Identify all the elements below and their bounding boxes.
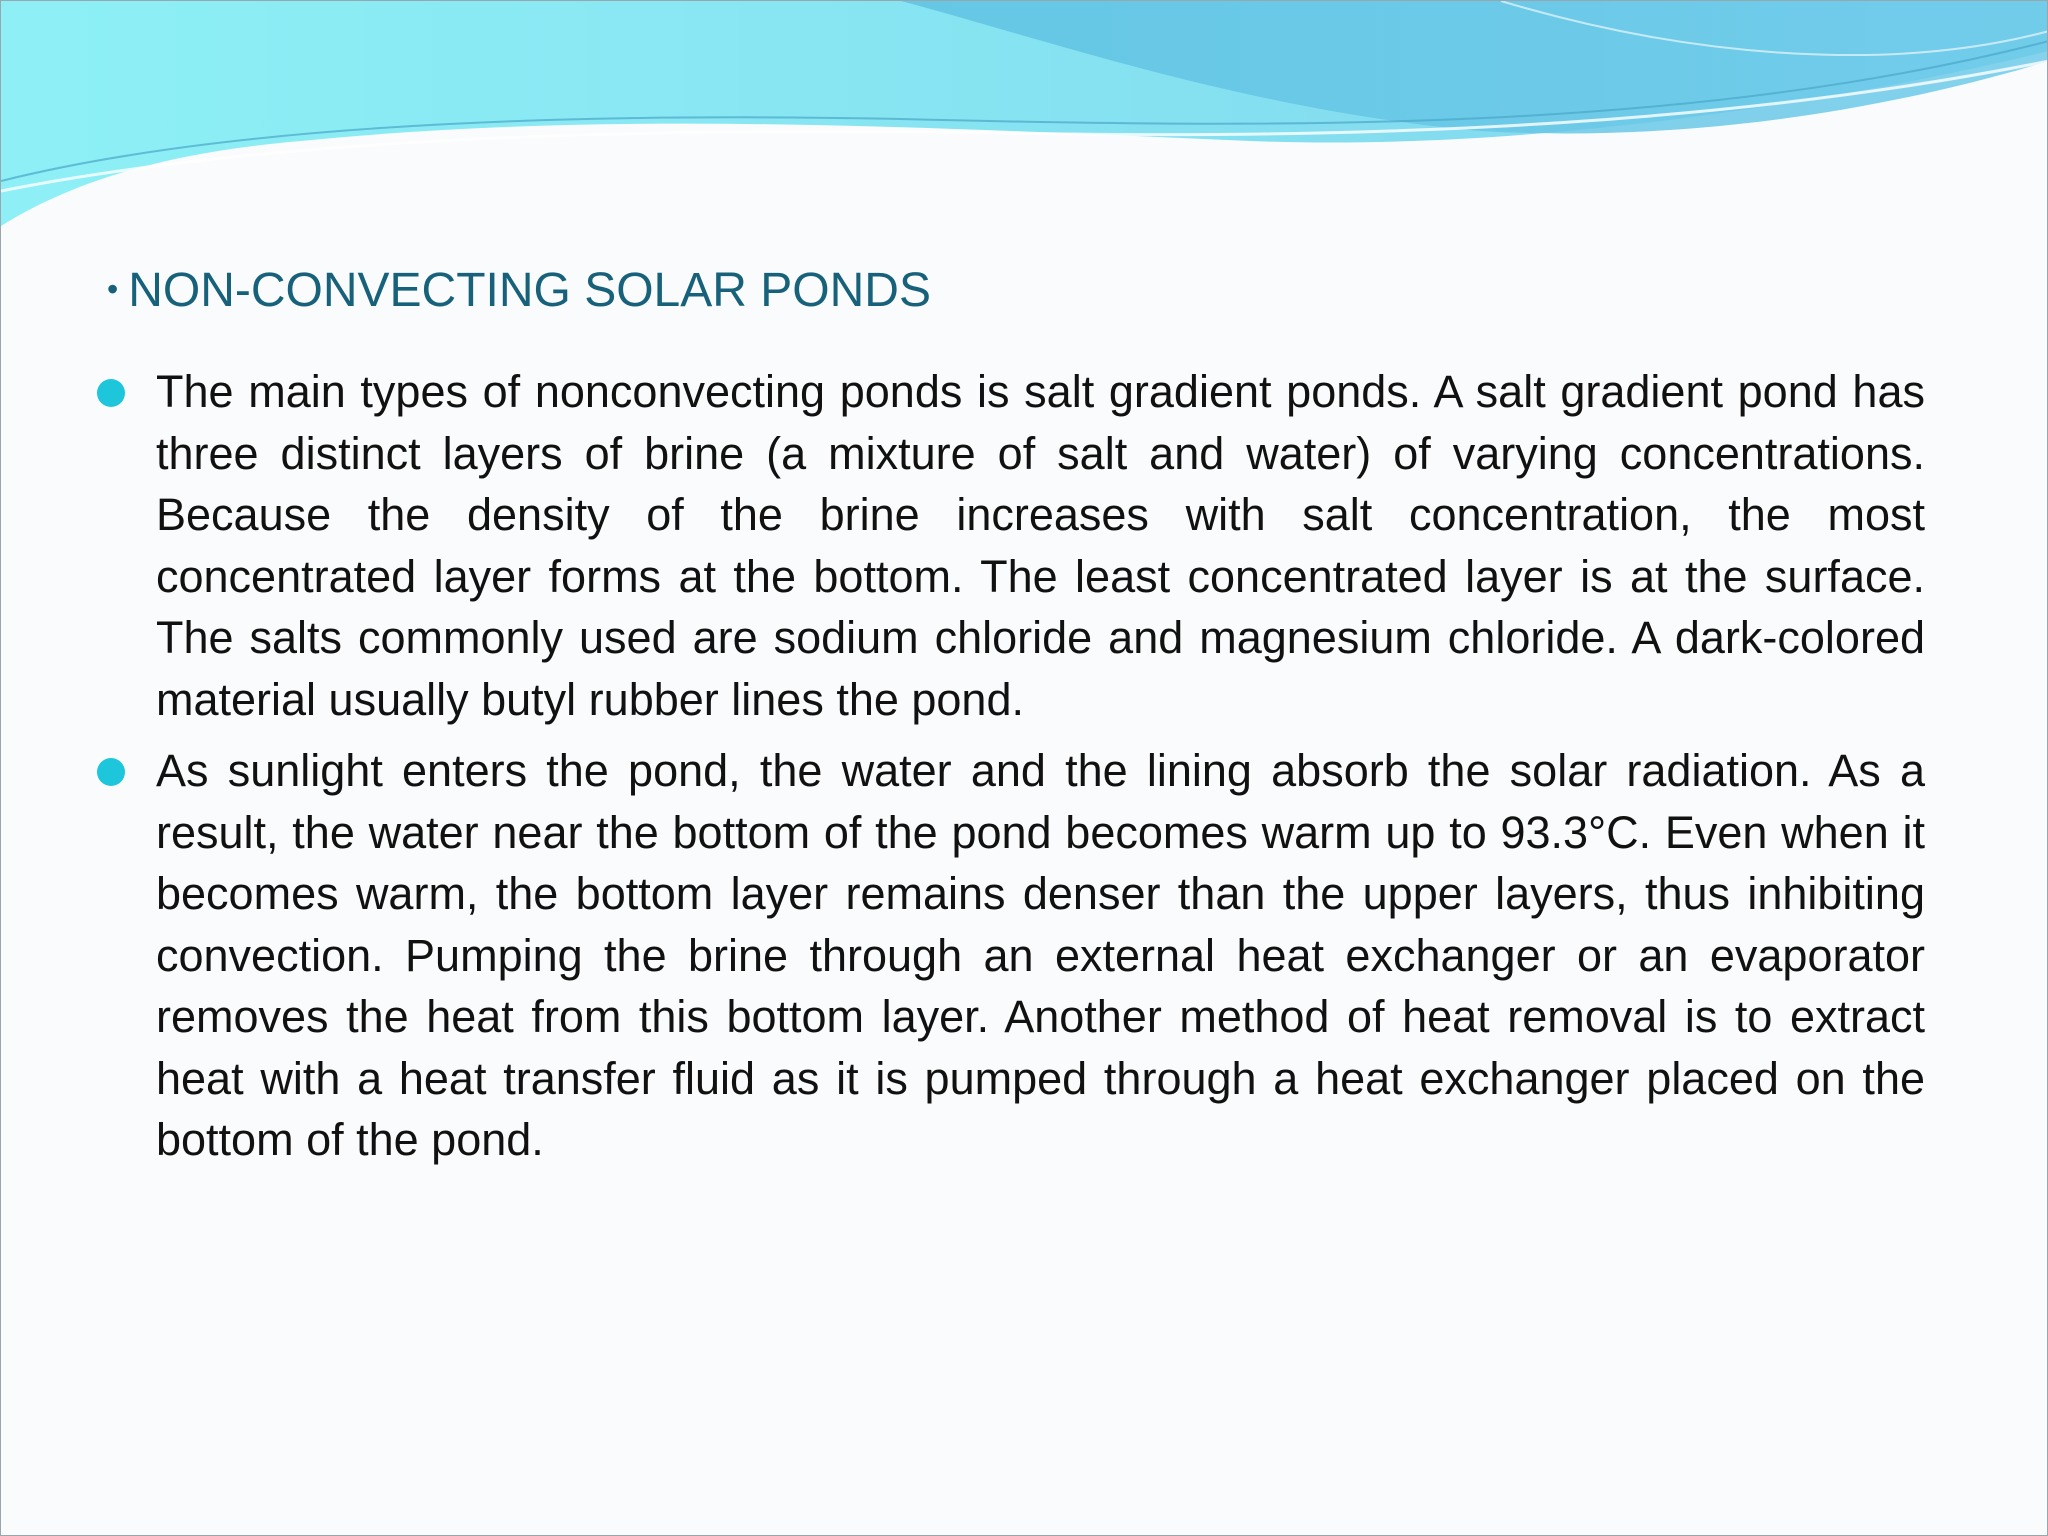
bullet-text: As sunlight enters the pond, the water and the lining absorb the solar radiation. As a result, the water near the bottom of the pond becomes warm up to 93.3°C. Even when it becomes warm, the bottom layer remains denser than the upper layers, thus inhibiting convection. Pumping the brine through an external heat exchanger or an evaporator removes the heat from this bottom layer. Another method of heat removal is to extract heat with a heat transfer fluid as it is pumped through a heat exchanger placed on the bottom of the pond. xyxy=(156,745,1925,1165)
header-wave-decoration xyxy=(1,1,2048,241)
bullet-dot-icon xyxy=(97,379,125,407)
heading-bullet-icon: • xyxy=(107,271,119,307)
heading-text: NON-CONVECTING SOLAR PONDS xyxy=(128,264,931,317)
bullet-dot-icon xyxy=(97,758,125,786)
bullet-text: The main types of nonconvecting ponds is salt gradient ponds. A salt gradient pond has three distinct layers of brine (a mixture of salt and water) of varying concentrations. Because the density of the brine increases with salt concentration, the most concentrated layer forms at the bottom. The least concentrated layer is at the surface. The salts commonly used are sodium chloride and magnesium chloride. A dark-colored material usually butyl rubber lines the pond. xyxy=(156,366,1925,725)
slide-heading xyxy=(107,259,931,321)
bullet-list xyxy=(97,361,1925,1181)
bullet-item xyxy=(97,740,1925,1171)
bullet-item xyxy=(97,361,1925,730)
